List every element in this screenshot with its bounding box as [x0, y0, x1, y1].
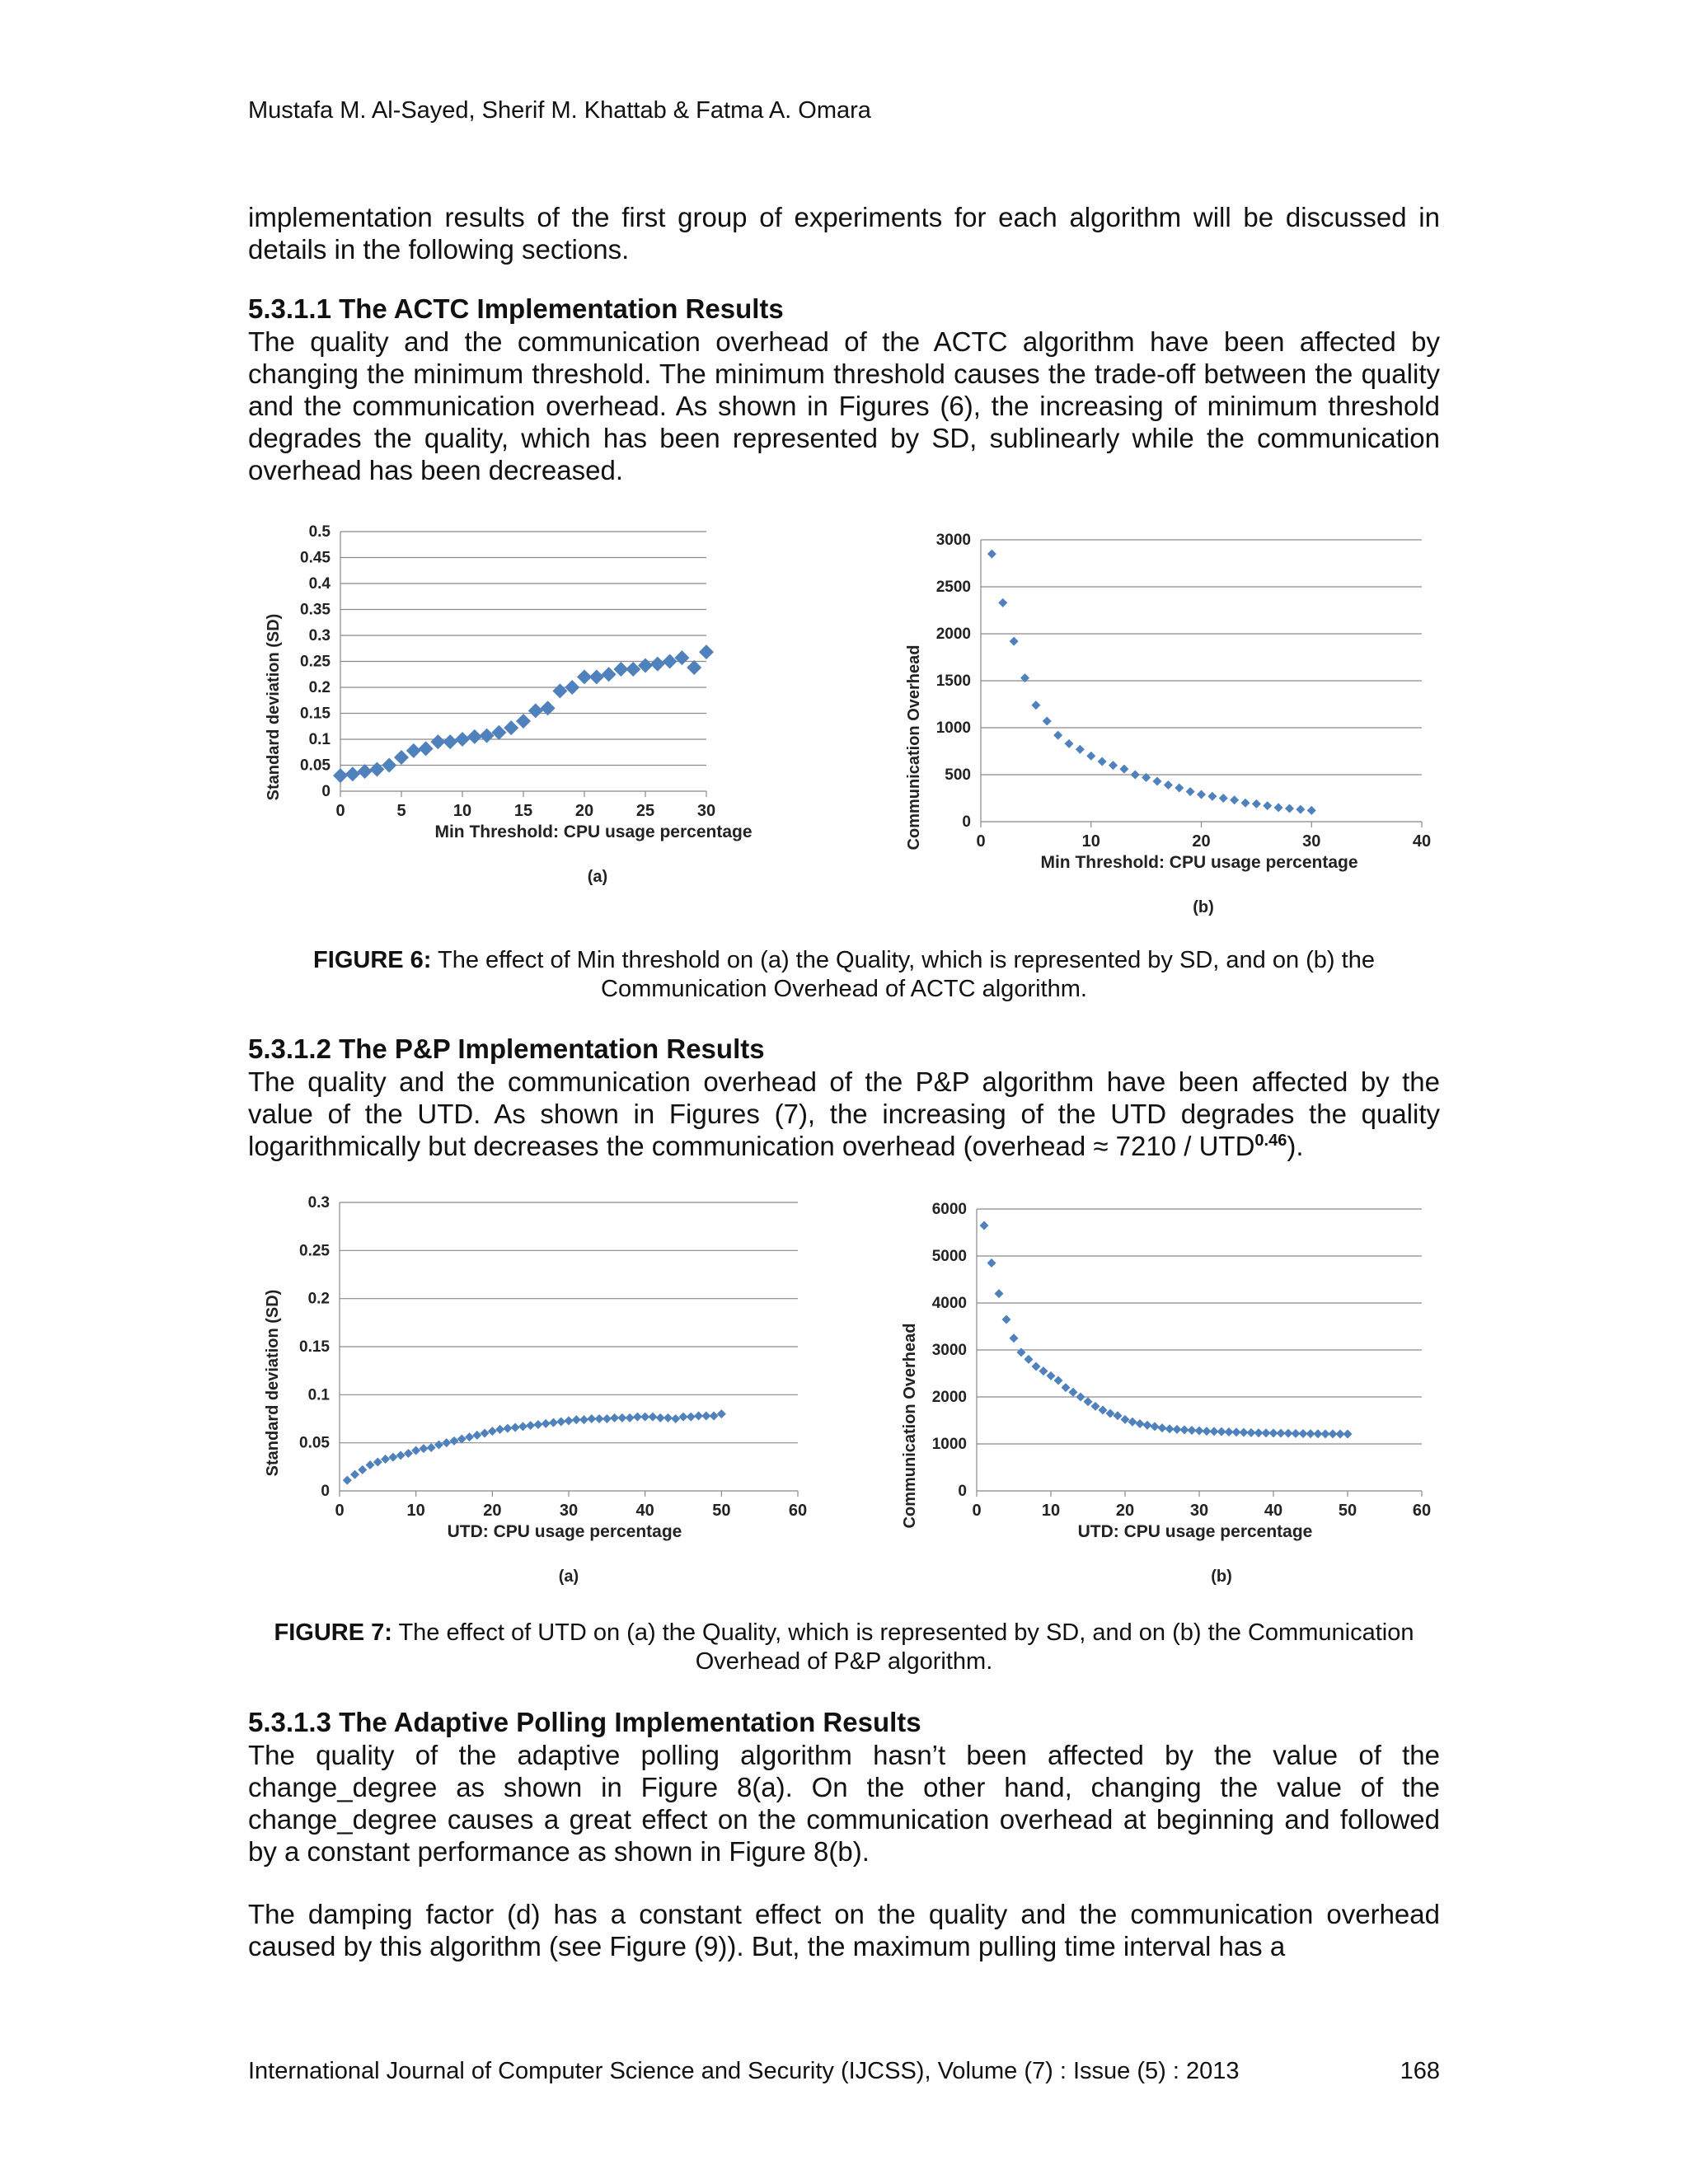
- data-point: [526, 1421, 535, 1430]
- data-point: [589, 669, 604, 684]
- data-point: [1128, 1418, 1137, 1427]
- running-header: Mustafa M. Al-Sayed, Sherif M. Khattab & Fatma A. Omara: [248, 97, 871, 124]
- figure-7: [247, 1187, 1442, 1599]
- data-point: [1053, 731, 1062, 740]
- figure-6-caption-text: The effect of Min threshold on (a) the Quality, which is represented by SD, and on (b) the Communication Overhead of ACTC algorithm.: [431, 947, 1375, 1002]
- data-point: [626, 662, 640, 677]
- y-tick-label: 0: [321, 1483, 330, 1500]
- x-tick-label: 40: [1264, 1502, 1283, 1520]
- x-tick-label: 0: [976, 832, 986, 851]
- y-tick-label: 2000: [935, 626, 971, 643]
- data-point: [1032, 1361, 1041, 1371]
- data-point: [443, 734, 457, 749]
- pp-paragraph: [248, 1066, 1440, 1162]
- data-point: [1114, 1411, 1123, 1420]
- data-point: [987, 1258, 996, 1268]
- x-tick-label: 25: [635, 802, 655, 820]
- data-point: [343, 1476, 352, 1485]
- x-tick-label: 20: [483, 1502, 502, 1520]
- y-tick-label: 0.1: [308, 731, 331, 748]
- data-point: [358, 1465, 367, 1474]
- intro-paragraph: implementation results of the first group of experiments for each algorithm will be discussed in details in the following sections.: [248, 202, 1440, 265]
- data-point: [1241, 799, 1250, 808]
- data-point: [382, 758, 396, 773]
- data-point: [1017, 1347, 1026, 1357]
- data-point: [1098, 757, 1107, 766]
- data-point: [663, 1413, 673, 1422]
- x-tick-label: 40: [635, 1502, 654, 1520]
- x-tick-label: 5: [396, 802, 406, 820]
- y-tick-label: 0.2: [307, 1290, 330, 1308]
- data-point: [1343, 1430, 1353, 1439]
- y-tick-label: 3000: [935, 532, 971, 549]
- x-tick-label: 15: [513, 802, 533, 820]
- chart-fig6b: [905, 532, 1431, 916]
- x-tick-label: 20: [1192, 832, 1211, 851]
- y-tick-label: 0.15: [300, 705, 331, 723]
- data-point: [419, 741, 434, 756]
- x-tick-label: 20: [574, 802, 594, 820]
- data-point: [394, 750, 409, 765]
- y-tick-label: 500: [945, 766, 971, 784]
- figure-7-caption: [248, 1619, 1440, 1676]
- data-point: [1010, 637, 1019, 646]
- y-axis-title: Standard deviation (SD): [265, 613, 283, 801]
- pp-paragraph-end: ).: [1287, 1131, 1304, 1161]
- data-point: [1175, 783, 1184, 792]
- data-point: [457, 1435, 467, 1444]
- data-point: [638, 658, 653, 673]
- y-tick-label: 2500: [935, 579, 971, 596]
- data-point: [987, 550, 996, 559]
- x-axis-title: UTD: CPU usage percentage: [447, 1522, 682, 1541]
- data-point: [427, 1443, 436, 1452]
- y-tick-label: 0.15: [299, 1338, 330, 1356]
- y-tick-label: 5000: [931, 1248, 967, 1265]
- data-point: [1131, 771, 1140, 780]
- data-point: [1002, 1315, 1011, 1324]
- data-point: [369, 762, 384, 777]
- data-point: [373, 1458, 382, 1467]
- data-point: [1207, 792, 1217, 801]
- x-tick-label: 10: [406, 1502, 425, 1520]
- x-axis-title: Min Threshold: CPU usage percentage: [1040, 853, 1358, 872]
- data-point: [603, 1414, 612, 1423]
- panel-label: (a): [558, 1568, 579, 1586]
- data-point: [1069, 1388, 1078, 1397]
- data-point: [366, 1460, 375, 1469]
- y-tick-label: 0.3: [307, 1194, 330, 1212]
- section-heading-pp: 5.3.1.2 The P&P Implementation Results: [248, 1033, 765, 1064]
- data-point: [687, 1413, 696, 1422]
- data-point: [1091, 1402, 1100, 1411]
- y-axis-title: Standard deviation (SD): [264, 1289, 282, 1477]
- data-point: [650, 657, 665, 672]
- data-point: [1136, 1419, 1145, 1428]
- data-point: [717, 1409, 726, 1418]
- data-point: [465, 1432, 474, 1441]
- data-point: [1164, 780, 1173, 790]
- data-point: [1151, 1422, 1160, 1431]
- data-point: [396, 1451, 406, 1460]
- data-point: [1031, 701, 1040, 710]
- y-tick-label: 2000: [931, 1389, 967, 1406]
- data-point: [998, 598, 1007, 607]
- data-point: [350, 1470, 359, 1479]
- data-point: [504, 720, 518, 735]
- y-tick-label: 4000: [931, 1295, 967, 1312]
- data-point: [1153, 776, 1162, 785]
- data-point: [1047, 1371, 1056, 1380]
- x-axis-title: Min Threshold: CPU usage percentage: [434, 823, 753, 841]
- x-tick-label: 60: [788, 1502, 808, 1520]
- data-point: [1263, 801, 1272, 810]
- data-point: [1219, 794, 1228, 803]
- y-tick-label: 6000: [931, 1201, 967, 1218]
- x-tick-label: 50: [1338, 1502, 1357, 1520]
- data-point: [1274, 803, 1283, 812]
- x-tick-label: 0: [335, 802, 345, 820]
- data-point: [358, 764, 373, 779]
- data-point: [455, 732, 470, 747]
- section-heading-adaptive: 5.3.1.3 The Adaptive Polling Implementation Results: [248, 1707, 921, 1737]
- data-point: [1143, 1421, 1152, 1430]
- x-tick-label: 40: [1412, 832, 1432, 851]
- data-point: [626, 1413, 635, 1422]
- data-point: [579, 1415, 588, 1424]
- data-point: [388, 1453, 397, 1462]
- data-point: [556, 1418, 565, 1427]
- data-point: [1084, 1397, 1093, 1406]
- x-tick-label: 30: [1302, 832, 1321, 851]
- data-point: [533, 1420, 542, 1429]
- figure-7-caption-text: The effect of UTD on (a) the Quality, which is represented by SD, and on (b) the Communication Overhead of P&P algorithm.: [392, 1619, 1414, 1675]
- data-point: [1109, 761, 1118, 770]
- data-point: [1086, 752, 1095, 761]
- data-point: [565, 680, 579, 695]
- data-point: [710, 1412, 719, 1421]
- data-point: [699, 644, 714, 659]
- data-point: [467, 729, 482, 744]
- data-point: [411, 1446, 420, 1455]
- figure-6-caption-label: FIGURE 6:: [313, 947, 432, 973]
- data-point: [1285, 804, 1294, 813]
- y-tick-label: 1000: [931, 1436, 967, 1453]
- data-point: [1186, 787, 1195, 796]
- data-point: [542, 1419, 551, 1428]
- y-axis-title: Communication Overhead: [905, 644, 923, 851]
- x-tick-label: 10: [1041, 1502, 1061, 1520]
- y-tick-label: 0.05: [300, 757, 331, 775]
- y-tick-label: 0.05: [299, 1434, 330, 1452]
- data-point: [511, 1423, 520, 1432]
- y-tick-label: 0: [958, 1483, 967, 1500]
- y-tick-label: 0.25: [300, 653, 331, 671]
- adaptive-paragraph-2: The damping factor (d) has a constant effect on the quality and the communication overhead caused by this algorithm (see Figure (9)). But, the maximum pulling time interval has a: [248, 1899, 1440, 1961]
- data-point: [552, 683, 567, 698]
- pp-paragraph-main: The quality and the communication overhead of the P&P algorithm have been affected by the value of the UTD. As shown in Figures (7), the increasing of the UTD degrades the quality logarithmically but decreases the communication overhead (overhead ≈ 7210 / UTD: [248, 1066, 1440, 1161]
- data-point: [1062, 1383, 1071, 1392]
- y-tick-label: 0.3: [308, 627, 331, 644]
- data-point: [345, 766, 360, 781]
- page-number: 168: [1400, 2058, 1440, 2084]
- panel-label: (b): [1211, 1568, 1232, 1586]
- data-point: [995, 1289, 1004, 1298]
- y-tick-label: 0.2: [308, 679, 331, 696]
- data-point: [518, 1422, 528, 1431]
- data-point: [1307, 806, 1316, 815]
- data-point: [1197, 790, 1206, 799]
- x-tick-label: 30: [1189, 1502, 1209, 1520]
- data-point: [1296, 805, 1305, 814]
- panel-label: (a): [587, 868, 608, 886]
- y-tick-label: 1000: [935, 719, 971, 737]
- data-point: [495, 1425, 504, 1434]
- y-tick-label: 0: [321, 783, 331, 800]
- data-point: [333, 768, 348, 783]
- data-point: [1180, 1425, 1189, 1434]
- y-tick-label: 0.35: [300, 601, 331, 619]
- data-point: [1230, 795, 1239, 804]
- y-tick-label: 3000: [931, 1342, 967, 1359]
- data-point: [491, 725, 506, 740]
- data-point: [980, 1221, 989, 1230]
- data-point: [1158, 1423, 1167, 1432]
- x-tick-label: 30: [559, 1502, 579, 1520]
- data-point: [1039, 1366, 1048, 1376]
- data-point: [549, 1418, 558, 1427]
- data-point: [1010, 1333, 1019, 1343]
- figure-6-caption: [248, 946, 1440, 1004]
- data-point: [480, 729, 495, 743]
- x-tick-label: 30: [696, 802, 716, 820]
- data-point: [442, 1438, 451, 1447]
- figure-7-caption-label: FIGURE 7:: [274, 1619, 392, 1646]
- y-tick-label: 0.45: [300, 549, 331, 567]
- data-point: [1043, 717, 1052, 726]
- pp-paragraph-exponent: 0.46: [1254, 1132, 1287, 1150]
- y-tick-label: 0: [962, 813, 971, 831]
- data-point: [1173, 1425, 1182, 1434]
- data-point: [434, 1441, 443, 1450]
- data-point: [1252, 799, 1261, 808]
- y-tick-label: 0.5: [308, 523, 331, 541]
- x-tick-label: 10: [1081, 832, 1100, 851]
- data-point: [528, 703, 543, 718]
- data-point: [481, 1429, 490, 1438]
- adaptive-paragraph-1: The quality of the adaptive polling algorithm hasn’t been affected by the value of the change_degree as shown in Figure 8(a). On the other hand, changing the value of the change_degree causes a great effect on the communication overhead at beginning and followed by a constant performance as shown in Figure 8(b).: [248, 1740, 1440, 1867]
- x-tick-label: 0: [335, 1502, 345, 1520]
- data-point: [687, 660, 701, 675]
- actc-paragraph: The quality and the communication overhead of the ACTC algorithm have been affected by changing the minimum threshold. The minimum threshold causes the trade-off between the quality and the communication overhead. As shown in Figures (6), the increasing of minimum threshold degrades the quality, which has been represented by SD, sublinearly while the communication overhead has been decreased.: [248, 326, 1440, 485]
- data-point: [648, 1413, 657, 1422]
- data-point: [516, 714, 531, 729]
- y-axis-title: Communication Overhead: [901, 1323, 919, 1529]
- y-tick-label: 0.25: [299, 1242, 330, 1260]
- data-point: [503, 1424, 512, 1433]
- y-tick-label: 0.1: [307, 1386, 330, 1404]
- section-heading-actc: 5.3.1.1 The ACTC Implementation Results: [248, 293, 784, 324]
- chart-fig6a: [265, 523, 753, 886]
- footer-journal: International Journal of Computer Science and Security (IJCSS), Volume (7) : Issue (5) : 2013: [248, 2058, 1240, 2084]
- panel-label: (b): [1193, 898, 1214, 916]
- data-point: [472, 1431, 481, 1440]
- data-point: [1121, 1415, 1130, 1424]
- x-tick-label: 50: [712, 1502, 731, 1520]
- data-point: [450, 1436, 459, 1446]
- data-point: [1188, 1426, 1197, 1435]
- chart-fig7a: [264, 1194, 807, 1586]
- x-tick-label: 60: [1412, 1502, 1432, 1520]
- figure-6: [247, 511, 1442, 923]
- data-point: [1165, 1424, 1175, 1433]
- data-point: [404, 1449, 413, 1458]
- data-point: [406, 743, 421, 758]
- data-point: [1076, 745, 1085, 754]
- x-tick-label: 0: [972, 1502, 982, 1520]
- data-point: [381, 1455, 390, 1464]
- data-point: [419, 1444, 428, 1453]
- data-point: [1065, 739, 1074, 748]
- x-tick-label: 10: [452, 802, 472, 820]
- data-point: [565, 1416, 574, 1425]
- x-tick-label: 20: [1115, 1502, 1135, 1520]
- data-point: [1025, 1355, 1034, 1364]
- y-tick-label: 1500: [935, 673, 971, 690]
- data-point: [1076, 1393, 1085, 1402]
- data-point: [488, 1427, 497, 1436]
- data-point: [1054, 1376, 1063, 1385]
- data-point: [1195, 1427, 1204, 1436]
- data-point: [671, 1414, 680, 1423]
- y-tick-label: 0.4: [308, 575, 331, 593]
- chart-fig7b: [901, 1201, 1431, 1586]
- data-point: [674, 650, 689, 665]
- data-point: [1119, 765, 1128, 774]
- x-axis-title: UTD: CPU usage percentage: [1077, 1522, 1313, 1541]
- data-point: [663, 654, 678, 669]
